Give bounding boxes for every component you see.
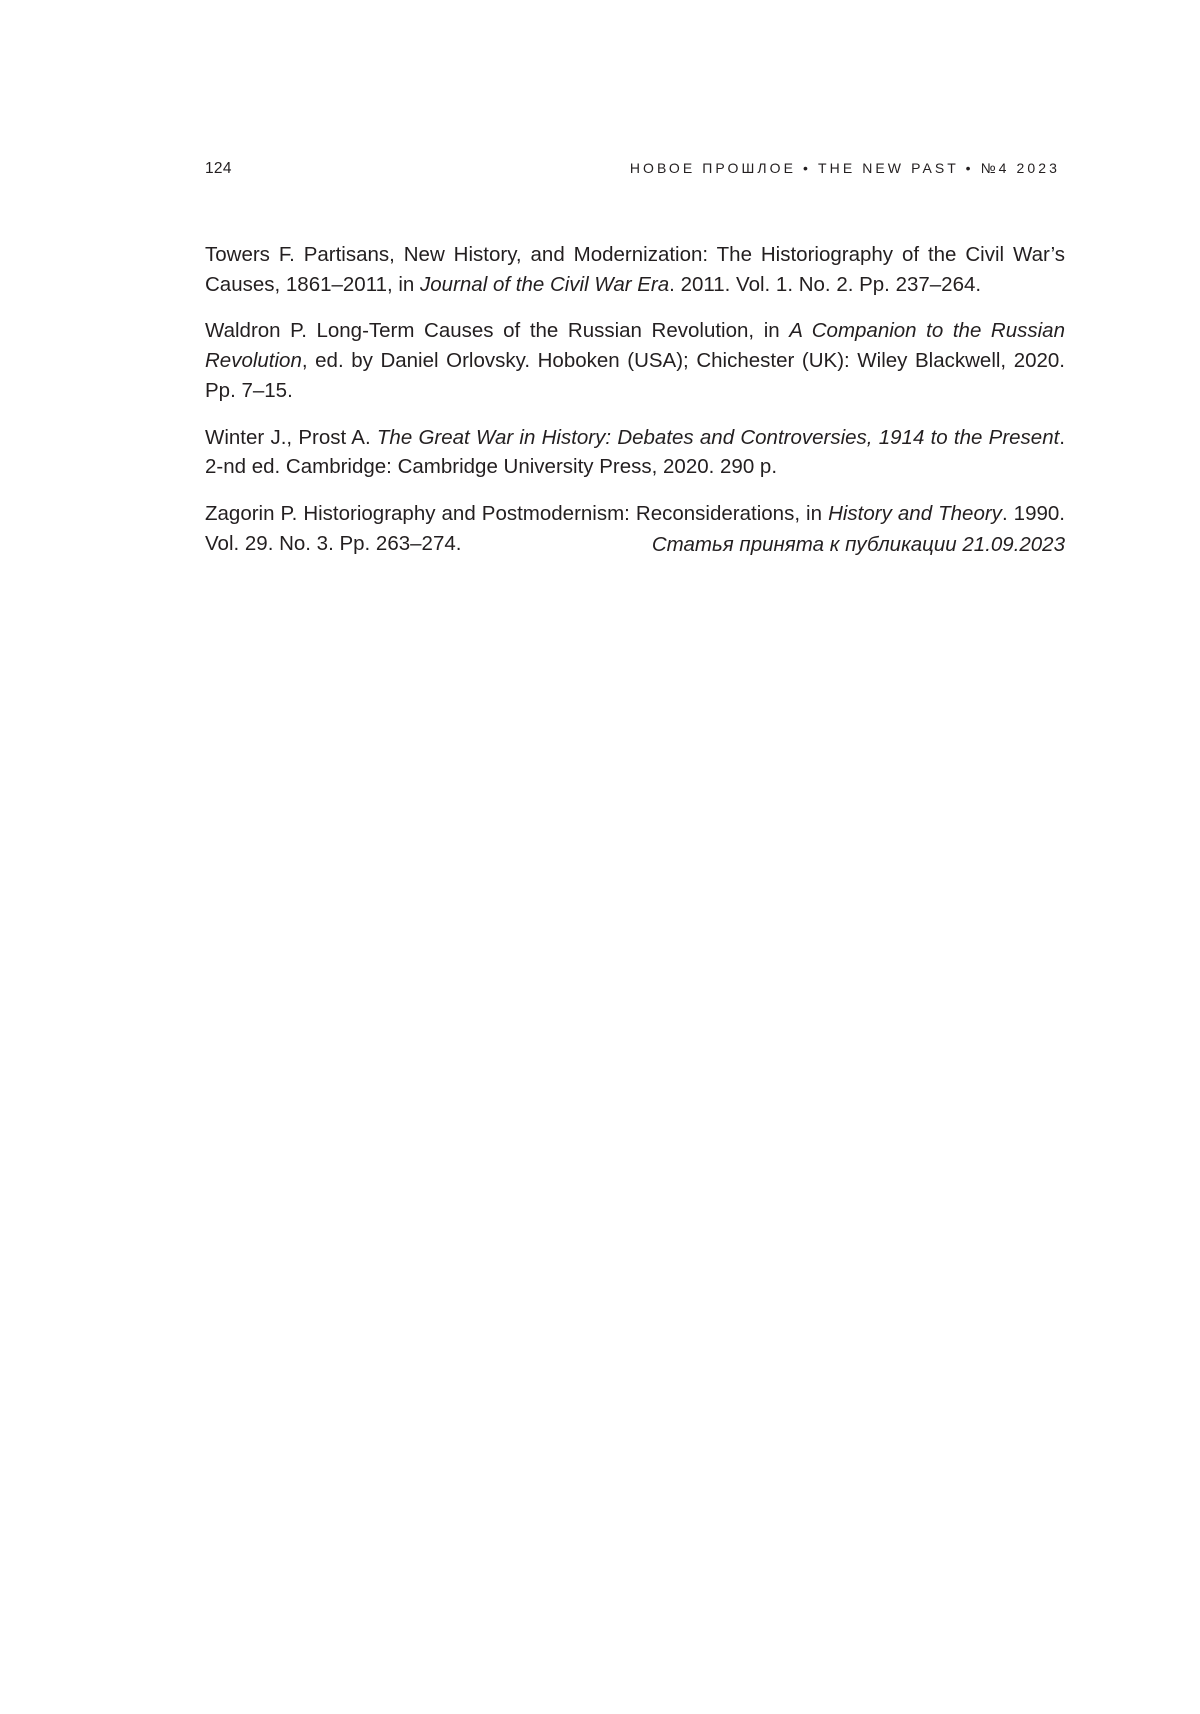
reference-title-italic: History and Theory <box>828 502 1002 526</box>
reference-text: . 1990. Vol. 29. No. 3. Pp. 263–274. <box>205 502 1065 555</box>
running-head <box>205 160 1060 178</box>
reference-text: Zagorin P. Historiography and Postmodernism: Reconsiderations, in <box>205 502 829 526</box>
reference-text: . 2-nd ed. Cambridge: Cambridge University Press, 2020. 290 p. <box>205 425 1065 479</box>
reference-title-italic: The Great War in History: Debates and Controversies, 1914 to the Present <box>376 425 1060 449</box>
bibliography-entry <box>205 240 1065 299</box>
bibliography-entry <box>205 423 1065 482</box>
reference-title-italic: Journal of the Civil War Era <box>420 272 670 296</box>
page-number: 124 <box>205 160 232 177</box>
reference-text: , ed. by Daniel Orlovsky. Hoboken (USA); Chichester (UK): Wiley Blackwell, 2020. Pp. 7–15. <box>205 349 1065 402</box>
reference-text: . 2011. Vol. 1. No. 2. Pp. 237–264. <box>669 272 982 296</box>
reference-title-italic: A Companion to the Russian Revolution <box>205 319 1065 373</box>
journal-title-line: НОВОЕ ПРОШЛОЕ • THE NEW PAST • №4 2023 <box>629 160 1060 176</box>
bibliography-entry <box>205 316 1065 405</box>
accepted-note: Статья принята к публикации 21.09.2023 <box>651 533 1065 556</box>
reference-text: Towers F. Partisans, New History, and Modernization: The Historiography of the Civil War’s Causes, 1861–2011, in <box>205 243 1065 296</box>
bibliography-list <box>205 240 1065 558</box>
reference-text: Winter J., Prost A. <box>205 425 377 449</box>
reference-text: Waldron P. Long-Term Causes of the Russian Revolution, in <box>205 319 790 343</box>
